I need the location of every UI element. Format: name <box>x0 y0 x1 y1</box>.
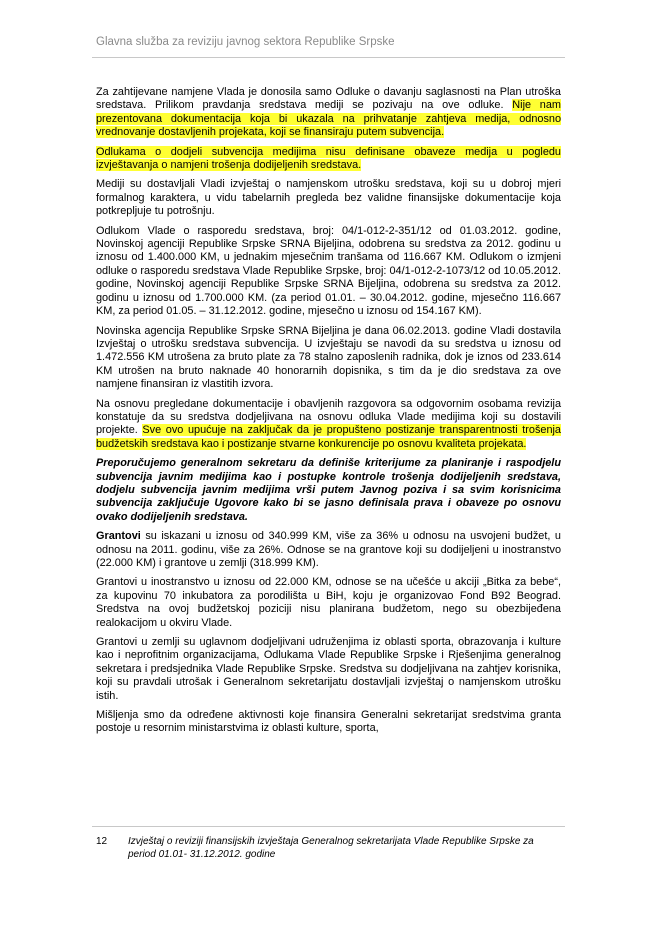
paragraph-audit-conclusion <box>96 398 561 452</box>
paragraph-opinion: Mišljenja smo da određene aktivnosti koje finansira Generalni sekretarijat sredstvima granta postoje u resornim ministarstvima iz oblasti kulture, sporta, <box>96 709 561 735</box>
document-body <box>96 86 561 742</box>
paragraph-srna-report: Novinska agencija Republike Srpske SRNA Bijeljina je dana 06.02.2013. godine Vladi dostavila Izvještaj o utrošku sredstava subvencija. U izvještaju se navodi da su sredstva u iznosu od 1.472.556 KM utrošena za bruto plate za 78 stalno zaposlenih radnika, dok je iznos od 233.614 KM utrošen na bruto naknade 40 honorarnih dopisnika, s tim da je dio sredstava za ove namjene finansiran iz vlastitih izvora. <box>96 324 561 391</box>
paragraph-grants <box>96 530 561 570</box>
paragraph-text: Za zahtijevane namjene Vlada je donosila samo Odluke o davanju saglasnosti na Plan utroška sredstava. Prilikom pravdanja sredstava mediji se pozivaju na ove odluke. <box>96 86 561 112</box>
paragraph-grants-domestic: Grantovi u zemlji su uglavnom dodjeljivani udruženjima iz oblasti sporta, obrazovanja i kulture kao i neprofitnim organizacijama, Odlukama Vlade Republike Srpske i Rješenjima generalnog sekretara i predsjednika Vlade Republike Srpske. Sredstva su dodjeljivana na zahtjev korisnika, koji su pravdali utrošak i Generalnom sekretarijatu dostavljali izvještaj o namjenskom utrošku istih. <box>96 636 561 702</box>
paragraph-obligations <box>96 146 561 173</box>
paragraph-decisions <box>96 86 561 140</box>
paragraph-text: Na osnovu pregledane dokumentacije i obavljenih razgovora sa odgovornim osobama revizija konstatuje da su sredstva dodjeljivana na osnovu odluka Vlade medijima koji su dostavili projekte. <box>96 397 561 437</box>
page-number: 12 <box>96 836 108 847</box>
footer-report-title: Izvještaj o reviziji finansijskih izvještaja Generalnog sekretarijata Vlade Republike Srpske za period 01.01- 31.12.2012. godine <box>128 836 534 860</box>
paragraph-text: su iskazani u iznosu od 340.999 KM, više za 36% u odnosu na usvojeni budžet, u odnosu na 2011. godinu, više za 26%. Odnose se na grantove koji su dodijeljeni u inostranstvo (22.000 KM) i grantove u zemlji (318.999 KM). <box>96 530 561 569</box>
highlighted-finding: Sve ovo upućuje na zaključak da je propušteno postizanje transparentnosti trošenja budžetskih sredstava kao i postizanje stvarne konkurencije po osnovu kvaliteta projekata. <box>96 424 561 450</box>
paragraph-grants-abroad: Grantovi u inostranstvo u iznosu od 22.000 KM, odnose se na učešće u akciji „Bitka za bebe“, za kupovinu 70 inkubatora za porodilišta u BiH, koju je organizovao Fond B92 Beograd. Sredstva na ovoj budžetskoj poziciji nisu planirana budžetom, nego su obezbijeđena realokacijom u okviru Vlade. <box>96 576 561 629</box>
highlighted-finding: Nije nam prezentovana dokumentacija koja bi ukazala na prihvatanje zahtjeva medija, odnosno vrednovanje dostavljenih projekata, koji se finansiraju putem subvencija. <box>96 99 561 139</box>
page-header: Glavna služba za reviziju javnog sektora Republike Srpske <box>96 36 395 48</box>
grants-term: Grantovi <box>96 530 141 543</box>
highlighted-finding: Odlukama o dodjeli subvencija medijima nisu definisane obaveze medija u pogledu izvještavanja o namjeni trošenja dodijeljenih sredstava. <box>96 145 561 172</box>
header-divider <box>92 57 565 58</box>
paragraph-reports: Mediji su dostavljali Vladi izvještaj o namjenskom utrošku sredstava, koji su u dobroj mjeri formalnog karaktera, u vidu tabelarnih pregleda bez validne finansijske dokumentacije koja potkrepljuje tu potrošnju. <box>96 178 561 218</box>
recommendation: Preporučujemo generalnom sekretaru da definiše kriterijume za planiranje i raspodjelu subvencija javnim medijima kao i postupke kontrole trošenja dodijeljenih sredstava, dodjelu subvencija javnim medijima vrši putem Javnog poziva i sa svim korisnicima subvencija zaključuje Ugovore kako bi se jasno definisala prava i obaveze po osnovu ovako dodijeljenih sredstava. <box>96 457 561 523</box>
footer-divider <box>92 826 565 827</box>
paragraph-srna-allocation: Odlukom Vlade o rasporedu sredstava, broj: 04/1-012-2-351/12 od 01.03.2012. godine, Novinskoj agenciji Republike Srpske SRNA Bijeljina, odobrena su sredstva za 2012. godinu u iznosu od 1.400.000 KM, u jednakim mjesečnim tranšama od 116.667 KM. Odlukom o izmjeni odluke o rasporedu sredstava Vlade Republike Srpske, broj: 04/1-012-2-1073/12 od 10.05.2012. godine, Novinskoj agenciji Republike Srpske SRNA Bijeljina, odobrena su sredstva za 2012. godinu u iznosu od 1.700.000 KM. (za period 01.01. – 30.04.2012. godine, mjesečno 116.667 KM, za period 01.05. – 31.12.2012. godine, mjesečno u iznosu od 154.167 KM). <box>96 224 561 318</box>
